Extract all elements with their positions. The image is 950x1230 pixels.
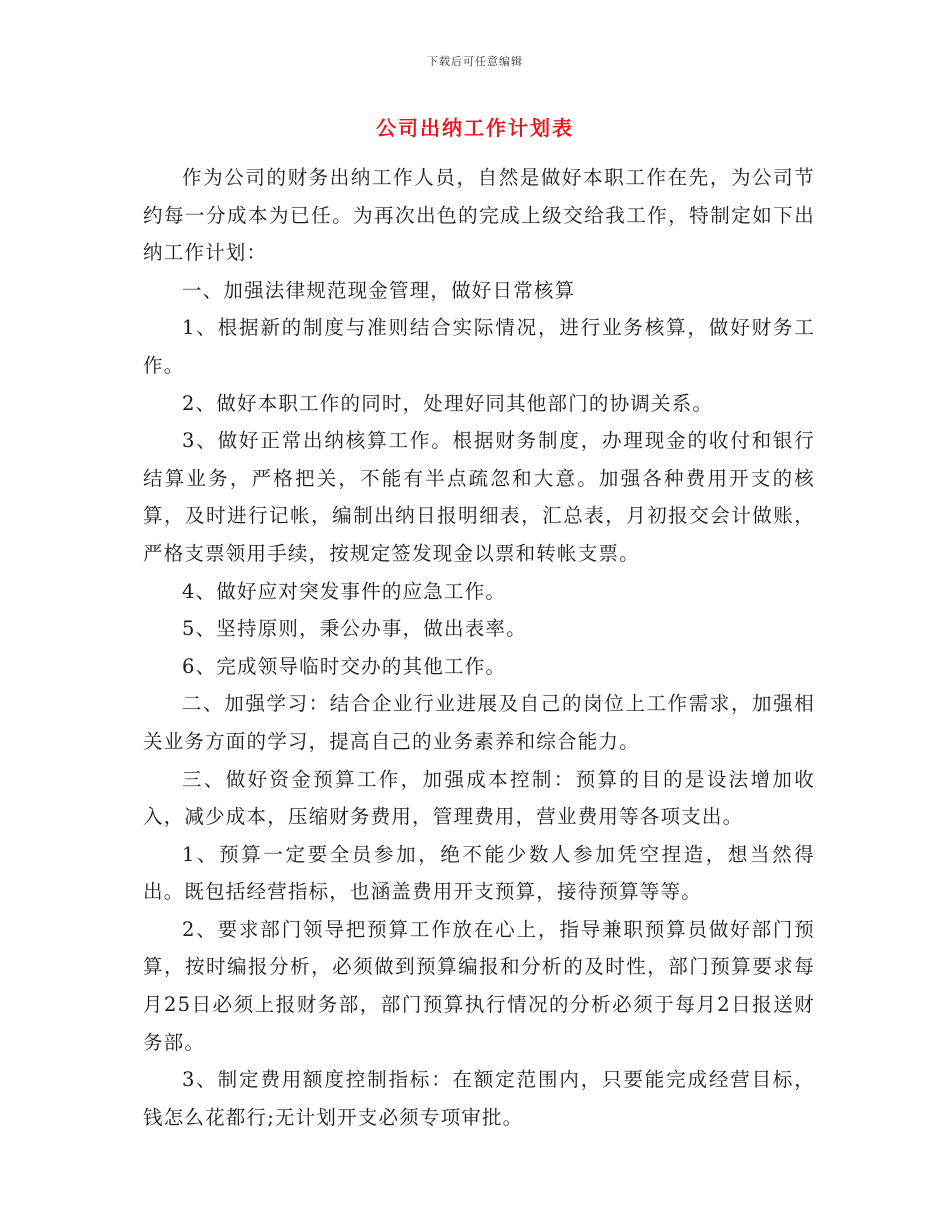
paragraph: 3、制定费用额度控制指标：在额定范围内，只要能完成经营目标，钱怎么花都行;无计划开支必须专项审批。 <box>143 1068 815 1129</box>
paragraph: 5、坚持原则，秉公办事，做出表率。 <box>182 617 527 641</box>
paragraph: 2、要求部门领导把预算工作放在心上，指导兼职预算员做好部门预算，按时编报分析，必须做到预算编报和分析的及时性，部门预算要求每月25日必须上报财务部，部门预算执行情况的分析必须于每月2日报送财务部。 <box>143 917 815 1054</box>
paragraph: 2、做好本职工作的同时，处理好同其他部门的协调关系。 <box>182 391 714 415</box>
document-title: 公司出纳工作计划表 <box>376 116 574 140</box>
paragraph: 3、做好正常出纳核算工作。根据财务制度，办理现金的收付和银行结算业务，严格把关，不能有半点疏忽和大意。加强各种费用开支的核算，及时进行记帐，编制出纳日报明细表，汇总表，月初报交会计做账，严格支票领用手续，按规定签发现金以票和转帐支票。 <box>143 429 815 565</box>
intro-paragraph: 作为公司的财务出纳工作人员，自然是做好本职工作在先，为公司节约每一分成本为已任。为再次出色的完成上级交给我工作，特制定如下出纳工作计划： <box>143 166 815 265</box>
section-heading-1: 一、加强法律规范现金管理，做好日常核算 <box>182 278 576 302</box>
paragraph: 1、根据新的制度与准则结合实际情况，进行业务核算，做好财务工作。 <box>143 316 815 377</box>
section-heading-3: 三、做好资金预算工作，加强成本控制：预算的目的是设法增加收入，减少成本，压缩财务费用，管理费用，营业费用等各项支出。 <box>143 767 815 829</box>
header-note: 下载后可任意编辑 <box>427 55 523 68</box>
section-heading-2: 二、加强学习：结合企业行业进展及自己的岗位上工作需求，加强相关业务方面的学习，提高自己的业务素养和综合能力。 <box>143 692 815 753</box>
paragraph: 6、完成领导临时交办的其他工作。 <box>182 654 507 678</box>
paragraph: 1、预算一定要全员参加，绝不能少数人参加凭空捏造，想当然得出。既包括经营指标，也涵盖费用开支预算，接待预算等等。 <box>143 842 815 904</box>
paragraph: 4、做好应对突发事件的应急工作。 <box>182 579 507 603</box>
document-body <box>143 159 815 1136</box>
